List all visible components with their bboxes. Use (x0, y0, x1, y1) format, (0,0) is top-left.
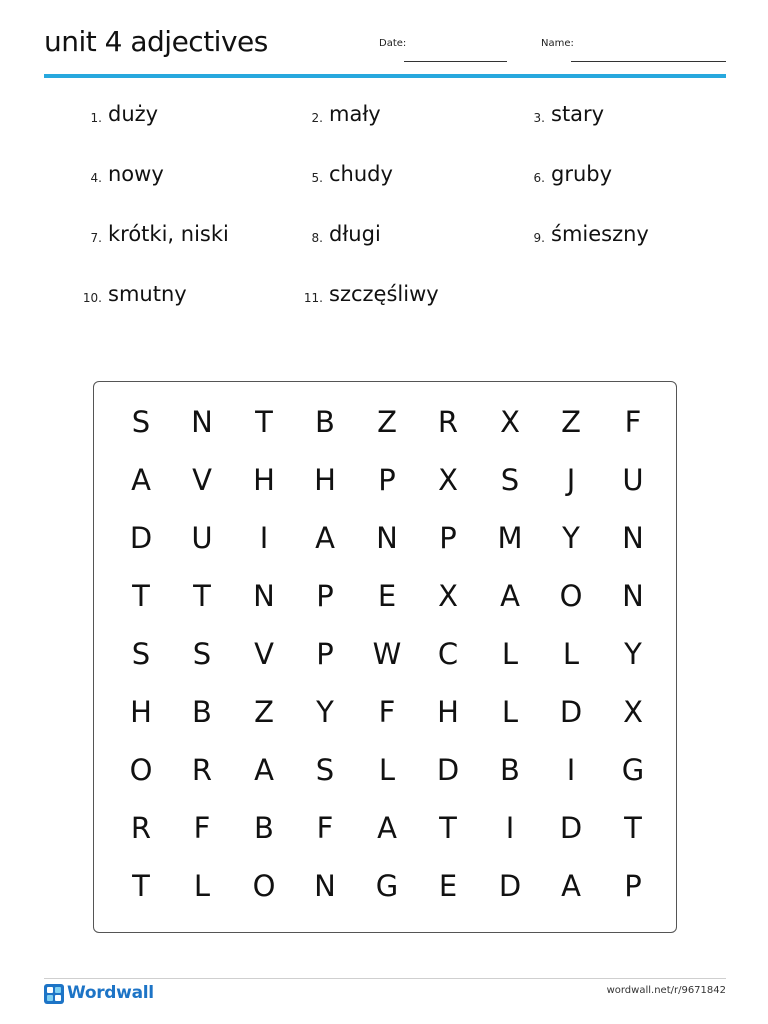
grid-letter[interactable]: L (501, 695, 519, 729)
grid-letter[interactable]: S (192, 637, 212, 671)
grid-letter[interactable]: M (497, 521, 523, 555)
grid-letter[interactable]: T (132, 869, 150, 903)
source-url[interactable]: wordwall.net/r/9671842 (606, 985, 726, 996)
grid-letter[interactable]: D (559, 695, 583, 729)
word-number: 4. (90, 171, 102, 185)
grid-letter[interactable]: B (192, 695, 212, 729)
grid-letter[interactable]: T (255, 405, 273, 439)
word-item (303, 282, 529, 312)
grid-letter[interactable]: I (505, 811, 515, 845)
word-text: długi (329, 222, 381, 246)
word-number: 3. (533, 111, 545, 125)
grid-letter[interactable]: D (129, 521, 153, 555)
word-search-grid (93, 381, 677, 933)
word-text: chudy (329, 162, 393, 186)
word-item (533, 162, 751, 192)
word-item (533, 222, 751, 252)
grid-letter[interactable]: F (624, 405, 642, 439)
grid-letter[interactable]: S (315, 753, 335, 787)
grid-letter[interactable]: V (192, 463, 212, 497)
grid-letter[interactable]: B (315, 405, 335, 439)
word-text: krótki, niski (108, 222, 229, 246)
grid-letter[interactable]: J (566, 463, 576, 497)
grid-letter[interactable]: P (316, 579, 334, 613)
word-item (533, 102, 751, 132)
word-item (311, 222, 529, 252)
grid-letter[interactable]: L (501, 637, 519, 671)
grid-letter[interactable]: P (316, 637, 334, 671)
page-title: unit 4 adjectives (44, 25, 268, 58)
grid-letter[interactable]: O (559, 579, 583, 613)
word-number: 11. (303, 291, 323, 305)
footer-divider (44, 978, 726, 979)
grid-letter[interactable]: N (622, 521, 644, 555)
grid-letter[interactable]: R (191, 753, 213, 787)
grid-letter[interactable]: I (566, 753, 576, 787)
word-text: duży (108, 102, 159, 126)
grid-letter[interactable]: G (375, 869, 399, 903)
grid-letter[interactable]: X (500, 405, 520, 439)
name-label: Name: (541, 38, 574, 49)
word-number: 5. (311, 171, 323, 185)
grid-letter[interactable]: E (438, 869, 458, 903)
grid-letter[interactable]: N (314, 869, 336, 903)
grid-letter[interactable]: N (376, 521, 398, 555)
word-item (311, 162, 529, 192)
grid-letter[interactable]: L (378, 753, 396, 787)
word-item (90, 102, 308, 132)
grid-letter[interactable]: O (252, 869, 276, 903)
word-text: nowy (108, 162, 164, 186)
grid-letter[interactable]: H (253, 463, 275, 497)
wordwall-logo-icon (44, 984, 64, 1004)
word-item (82, 282, 308, 312)
grid-letter[interactable]: A (315, 521, 335, 555)
grid-letter[interactable]: D (559, 811, 583, 845)
grid-letter[interactable]: P (624, 869, 642, 903)
word-text: gruby (551, 162, 613, 186)
grid-letter[interactable]: X (623, 695, 643, 729)
grid-letter[interactable]: T (193, 579, 211, 613)
grid-letter[interactable]: D (498, 869, 522, 903)
word-item (311, 102, 529, 132)
word-number: 9. (533, 231, 545, 245)
grid-letter[interactable]: A (500, 579, 520, 613)
grid-letter[interactable]: O (129, 753, 153, 787)
grid-letter[interactable]: G (621, 753, 645, 787)
grid-letter[interactable]: T (439, 811, 457, 845)
date-label: Date: (379, 38, 407, 49)
word-number: 2. (311, 111, 323, 125)
grid-letter[interactable]: P (439, 521, 457, 555)
word-number: 6. (533, 171, 545, 185)
word-text: stary (551, 102, 605, 126)
grid-letter[interactable]: D (436, 753, 460, 787)
grid-letter[interactable]: N (191, 405, 213, 439)
grid-letter[interactable]: L (562, 637, 580, 671)
grid-letter[interactable]: R (130, 811, 152, 845)
grid-letter[interactable]: Z (254, 695, 274, 729)
grid-letter[interactable]: E (377, 579, 397, 613)
word-number: 10. (82, 291, 102, 305)
grid-letter[interactable]: S (500, 463, 520, 497)
grid-letter[interactable]: V (254, 637, 274, 671)
grid-letter[interactable]: I (259, 521, 269, 555)
grid-letter[interactable]: U (191, 521, 213, 555)
grid-letter[interactable]: T (132, 579, 150, 613)
grid-letter[interactable]: A (377, 811, 397, 845)
grid-letter[interactable]: A (561, 869, 581, 903)
grid-letter[interactable]: P (378, 463, 396, 497)
word-number: 7. (90, 231, 102, 245)
grid-letter[interactable]: B (254, 811, 274, 845)
word-item (90, 222, 308, 252)
grid-letter[interactable]: C (437, 637, 459, 671)
grid-letter[interactable]: Y (316, 695, 334, 729)
grid-letter[interactable]: F (193, 811, 211, 845)
grid-letter[interactable]: R (437, 405, 459, 439)
grid-letter[interactable]: Y (624, 637, 642, 671)
grid-letter[interactable]: H (437, 695, 459, 729)
grid-letter[interactable]: U (622, 463, 644, 497)
grid-letter[interactable]: F (316, 811, 334, 845)
grid-letter[interactable]: A (131, 463, 151, 497)
grid-letter[interactable]: S (131, 405, 151, 439)
word-item (90, 162, 308, 192)
grid-letter[interactable]: W (372, 637, 402, 671)
word-text: szczęśliwy (329, 282, 439, 306)
grid-letter[interactable]: F (378, 695, 396, 729)
grid-letter[interactable]: H (130, 695, 152, 729)
grid-letter[interactable]: H (314, 463, 336, 497)
grid-letter[interactable]: X (438, 579, 458, 613)
grid-letter[interactable]: Z (377, 405, 397, 439)
grid-letter[interactable]: B (500, 753, 520, 787)
word-list (0, 0, 768, 340)
grid-letter[interactable]: X (438, 463, 458, 497)
word-number: 8. (311, 231, 323, 245)
grid-letter[interactable]: N (253, 579, 275, 613)
word-text: mały (329, 102, 381, 126)
grid-letter[interactable]: A (254, 753, 274, 787)
word-text: smutny (108, 282, 187, 306)
grid-letter[interactable]: N (622, 579, 644, 613)
grid-letter[interactable]: S (131, 637, 151, 671)
wordwall-logo-text: Wordwall (67, 983, 154, 1003)
word-text: śmieszny (551, 222, 649, 246)
grid-letter[interactable]: Y (562, 521, 580, 555)
grid-letter[interactable]: Z (561, 405, 581, 439)
grid-letter[interactable]: L (193, 869, 211, 903)
grid-letter[interactable]: T (624, 811, 642, 845)
word-number: 1. (90, 111, 102, 125)
